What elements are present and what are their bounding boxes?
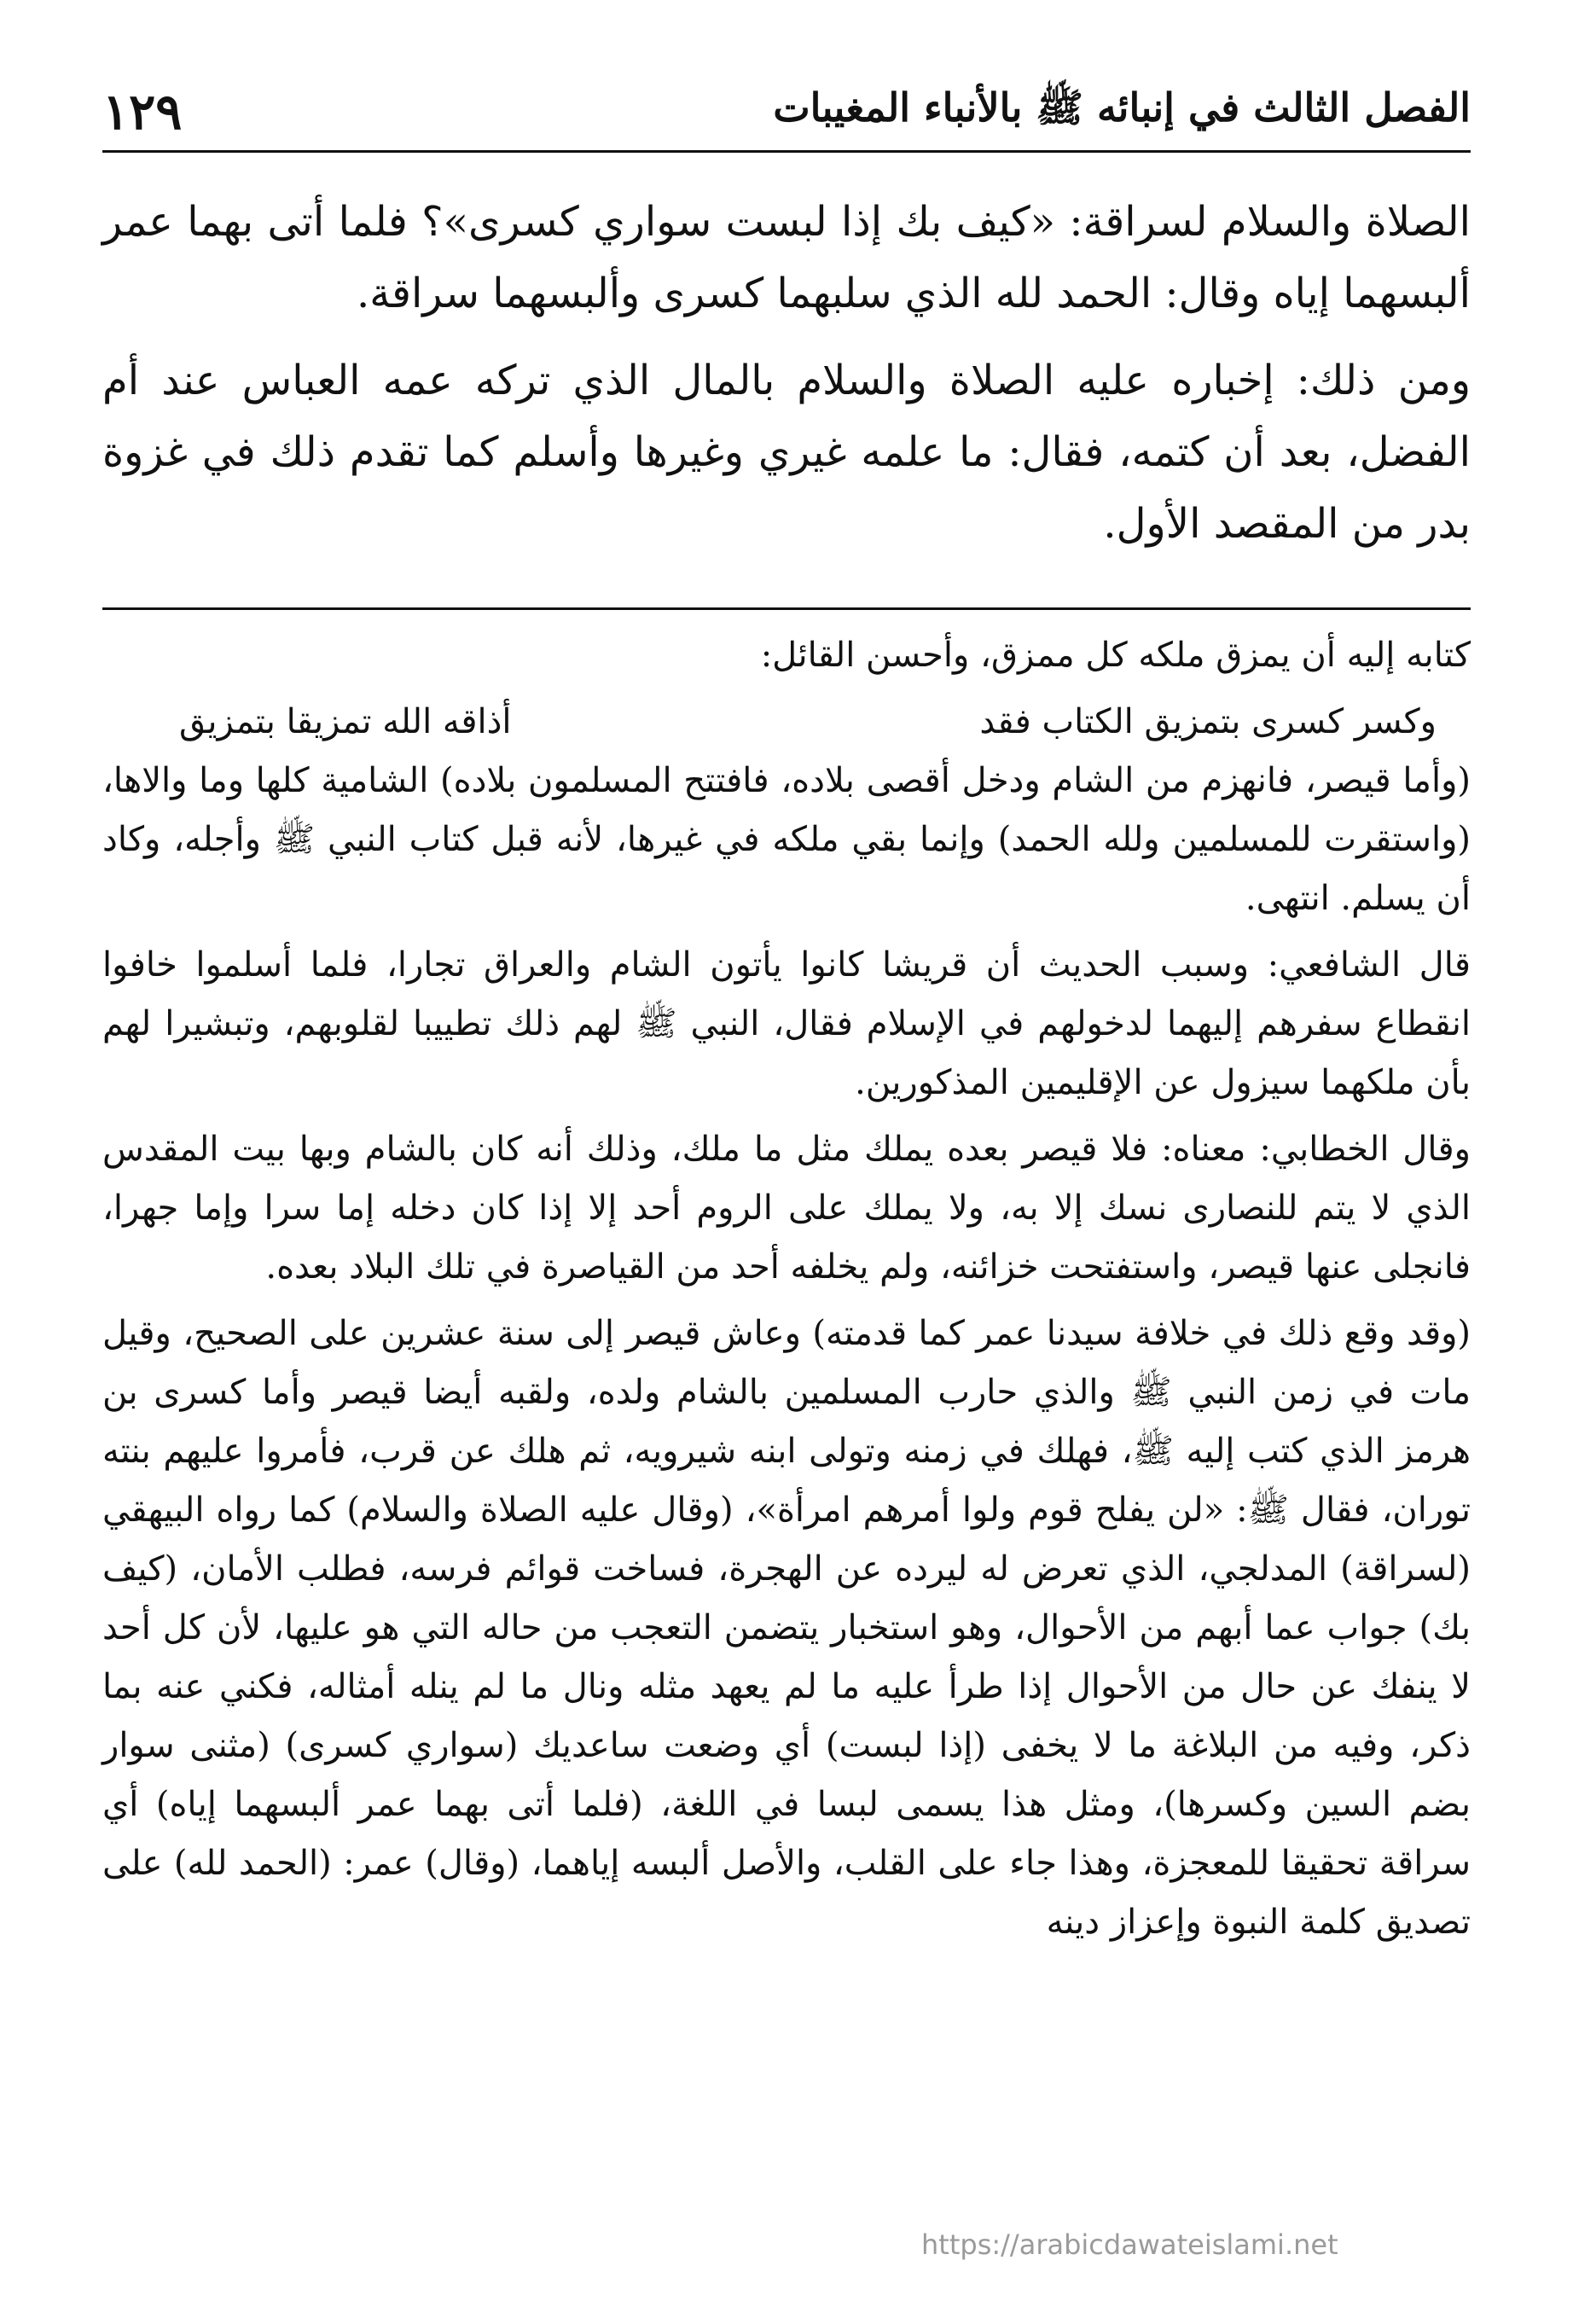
main-text (102, 186, 1471, 575)
chapter-title: الفصل الثالث في إنبائه ﷺ بالأنباء المغيبات (773, 84, 1471, 131)
commentary-paragraph: قال الشافعي: وسبب الحديث أن قريشا كانوا يأتون الشام والعراق تجارا، فلما أسلموا خافوا انقطاع سفرهم إليهما لدخولهم في الإسلام فقال، النبي ﷺ لهم ذلك تطييبا لقلوبهم، وتبشيرا لهم بأن ملكهما سيزول عن الإقليمين المذكورين. (102, 945, 1471, 1102)
main-paragraph: الصلاة والسلام لسراقة: «كيف بك إذا لبست سواري كسرى»؟ فلما أتى بهما عمر ألبسهما إياه وقال: الحمد لله الذي سلبهما كسرى وألبسهما سراقة. (102, 198, 1471, 317)
commentary-paragraph: وقال الخطابي: معناه: فلا قيصر بعده يملك مثل ما ملك، وذلك أنه كان بالشام وبها بيت المقدس الذي لا يتم للنصارى نسك إلا به، ولا يملك على الروم أحد إلا إذا كان دخله إما سرا وإما جهرا، فانجلى عنها قيصر، واستفتحت خزائنه، ولم يخلفه أحد من القياصرة في تلك البلاد بعده. (102, 1130, 1471, 1287)
watermark-url: https://arabicdawateislami.net (921, 2228, 1338, 2261)
verse-second-hemistich: أذاقه الله تمزيقا بتمزيق (179, 702, 512, 741)
running-header (102, 73, 1471, 153)
commentary-paragraph: (وقد وقع ذلك في خلافة سيدنا عمر كما قدمته) وعاش قيصر إلى سنة عشرين على الصحيح، وقيل مات في زمن النبي ﷺ والذي حارب المسلمين بالشام ولده، ولقبه أيضا قيصر وأما كسرى بن هرمز الذي كتب إليه ﷺ، فهلك في زمنه وتولى ابنه شيرويه، ثم هلك عن قرب، فأمروا عليهم بنته توران، فقال ﷺ: «لن يفلح قوم ولوا أمرهم امرأة»، (وقال عليه الصلاة والسلام) كما رواه البيهقي (لسراقة) المدلجي، الذي تعرض له ليرده عن الهجرة، فساخت قوائم فرسه، فطلب الأمان، (كيف بك) جواب عما أبهم من الأحوال، وهو استخبار يتضمن التعجب من حاله التي هو عليها، لأن كل أحد لا ينفك عن حال من الأحوال إذا طرأ عليه ما لم يعهد مثله ونال ما لم ينله أمثاله، فكني عنه بما ذكر، وفيه من البلاغة ما لا يخفى (إذا لبست) أي وضعت ساعديك (سواري كسرى) (مثنى سوار بضم السين وكسرها)، ومثل هذا يسمى لبسا في اللغة، (فلما أتى بهما عمر ألبسهما إياه) أي سراقة تحقيقا للمعجزة، وهذا جاء على القلب، والأصل ألبسه إياهما، (وقال) عمر: (الحمد لله) على تصديق كلمة النبوة وإعزاز دينه (102, 1314, 1471, 1942)
commentary-paragraph: (وأما قيصر، فانهزم من الشام ودخل أقصى بلاده، فافتتح المسلمون بلاده) الشامية كلها وما والاها، (واستقرت للمسلمين ولله الحمد) وإنما بقي ملكه في غيرها، لأنه قبل كتاب النبي ﷺ وأجله، وكاد أن يسلم. انتهى. (102, 761, 1471, 918)
poetry-verse (102, 693, 1471, 752)
commentary (102, 626, 1471, 1960)
commentary-intro: كتابه إليه أن يمزق ملكه كل ممزق، وأحسن القائل: (760, 636, 1471, 675)
footnote-divider (102, 607, 1471, 610)
page-number: ١٢٩ (102, 83, 183, 141)
main-paragraph: ومن ذلك: إخباره عليه الصلاة والسلام بالمال الذي تركه عمه العباس عند أم الفضل، بعد أن كتمه، فقال: ما علمه غيري وغيرها وأسلم كما تقدم ذلك في غزوة بدر من المقصد الأول. (102, 357, 1471, 548)
verse-first-hemistich: وكسر كسرى بتمزيق الكتاب فقد (979, 702, 1437, 741)
